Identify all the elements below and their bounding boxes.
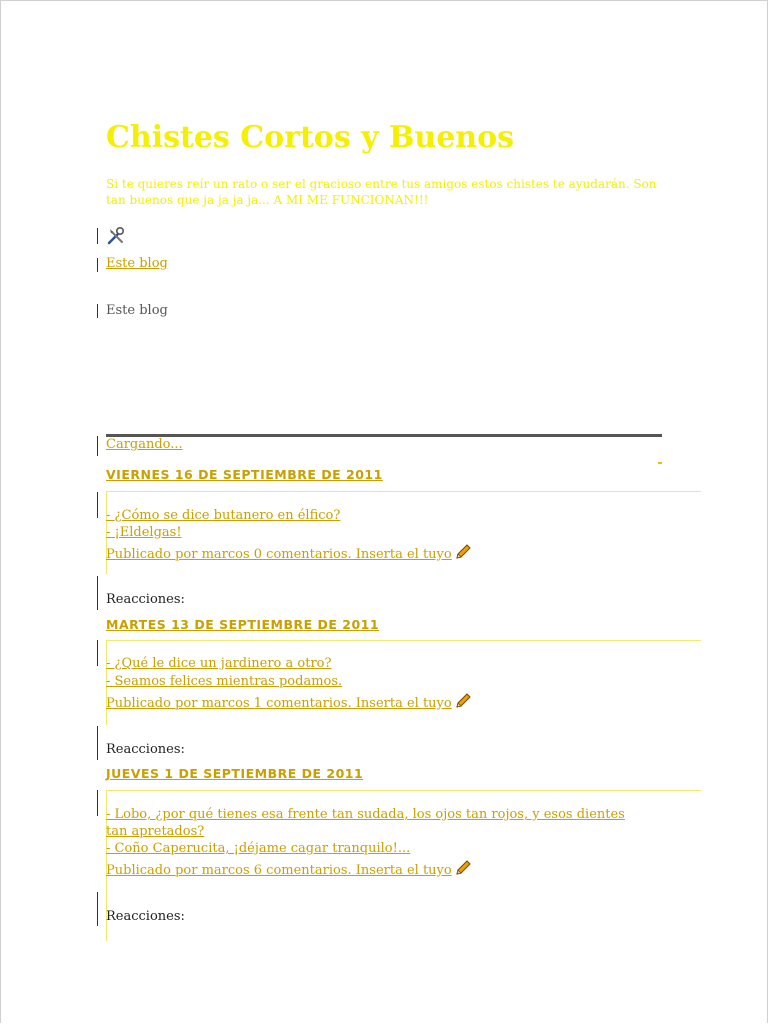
pencil-icon[interactable]	[454, 859, 472, 877]
pencil-icon[interactable]	[454, 692, 472, 710]
post-footer	[106, 692, 472, 712]
post-footer-link[interactable]: Publicado por marcos 1 comentarios. Inserta el tuyo	[106, 696, 452, 711]
reactions-label: Reacciones:	[106, 742, 185, 757]
post-line[interactable]: - Seamos felices mientras podamos.	[106, 674, 343, 689]
post-footer-link[interactable]: Publicado por marcos 6 comentarios. Inserta el tuyo	[106, 863, 452, 878]
sidebar-bar	[97, 304, 98, 318]
post-line[interactable]: - Coño Caperucita, ¡déjame cagar tranquilo!...	[106, 841, 411, 856]
sidebar-bar	[97, 726, 98, 760]
post-line[interactable]: - Lobo, ¿por qué tienes esa frente tan sudada, los ojos tan rojos, y esos dientes tan apretados?	[106, 807, 625, 839]
post-line[interactable]: - ¿Cómo se dice butanero en élfico?	[106, 508, 341, 523]
divider-dot	[658, 462, 662, 464]
sidebar-bar	[97, 492, 98, 518]
blog-search-label: Este blog	[106, 303, 168, 318]
post-footer	[106, 543, 472, 563]
post-date[interactable]: VIERNES 16 DE SEPTIEMBRE DE 2011	[106, 467, 383, 482]
post-line[interactable]: - ¡Eldelgas!	[106, 525, 182, 540]
post-date[interactable]: MARTES 13 DE SEPTIEMBRE DE 2011	[106, 617, 380, 632]
post-line[interactable]: - ¿Qué le dice un jardinero a otro?	[106, 656, 332, 671]
post-date[interactable]: JUEVES 1 DE SEPTIEMBRE DE 2011	[106, 766, 364, 781]
post-footer-link[interactable]: Publicado por marcos 0 comentarios. Inserta el tuyo	[106, 547, 452, 562]
sidebar-bar	[97, 258, 98, 272]
pencil-icon[interactable]	[454, 543, 472, 561]
header-divider	[106, 434, 662, 437]
blog-title: Chistes Cortos y Buenos	[106, 120, 514, 155]
tools-icon[interactable]	[106, 226, 126, 246]
post-footer	[106, 859, 472, 879]
reactions-label: Reacciones:	[106, 592, 185, 607]
blog-search-link[interactable]: Este blog	[106, 256, 168, 271]
reactions-label: Reacciones:	[106, 909, 185, 924]
sidebar-bar	[97, 436, 98, 456]
sidebar-bar	[97, 228, 98, 244]
sidebar-bar	[97, 790, 98, 816]
sidebar-bar	[97, 892, 98, 926]
sidebar-bar	[97, 576, 98, 610]
loading-link[interactable]: Cargando...	[106, 437, 183, 452]
blog-description: Si te quieres reír un rato o ser el gracioso entre tus amigos estos chistes te ayudarán. Son tan buenos que ja ja ja ja... A MI ME FUNCIONAN!!!	[106, 177, 657, 207]
sidebar-bar	[97, 640, 98, 666]
